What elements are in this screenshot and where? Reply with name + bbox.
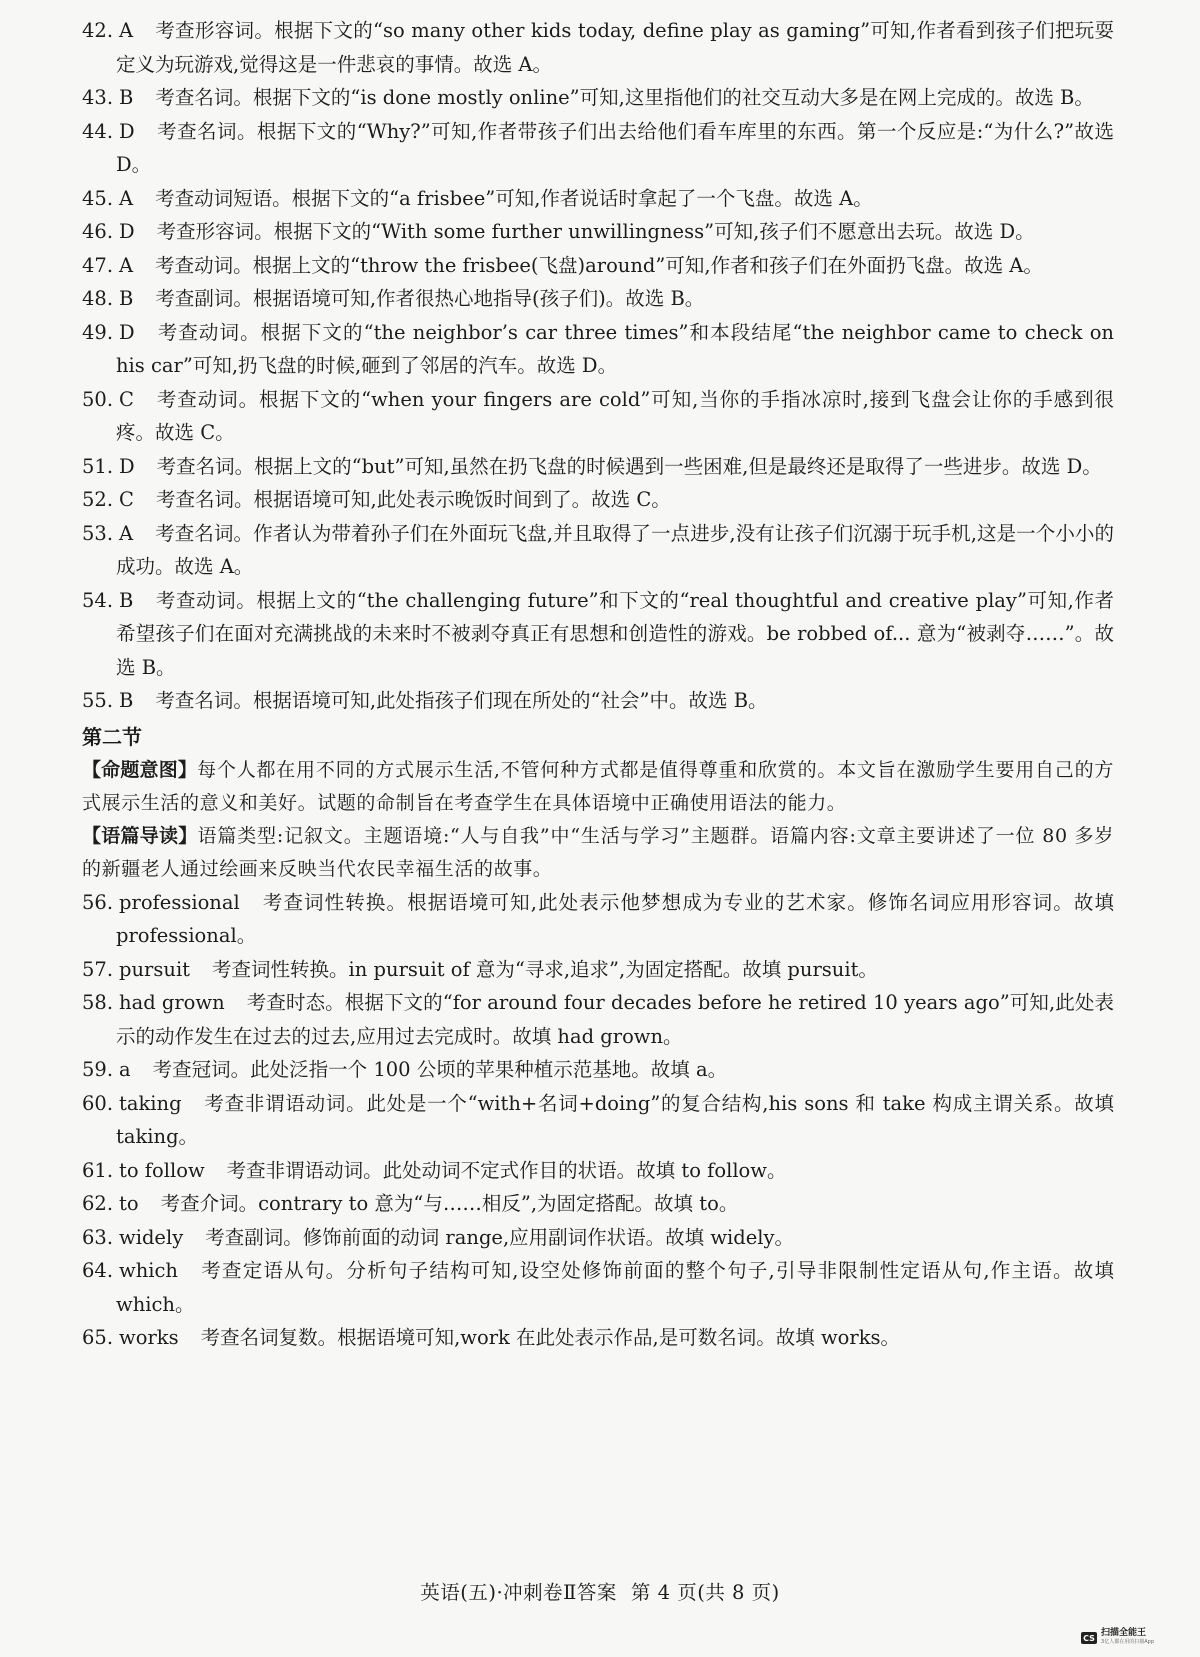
- item-answer: B: [119, 588, 134, 612]
- footer-subject: 英语(五)·冲刺卷Ⅱ答案: [420, 1581, 617, 1604]
- item-explanation: 考查时态。根据下文的“for around four decades before he retired 10 years ago”可知,此处表示的动作发生在过去的过去,应用过去完成时。故填 had grown。: [116, 991, 1114, 1048]
- intent-text: 每个人都在用不同的方式展示生活,不管何种方式都是值得尊重和欣赏的。本文旨在激励学生要用自己的方式展示生活的意义和美好。试题的命制旨在考查学生在具体语境中正确使用语法的能力。: [82, 758, 1114, 814]
- answer-item: [82, 886, 1114, 953]
- answer-item: [82, 517, 1114, 584]
- item-answer: D: [119, 454, 135, 478]
- intent-note: [82, 754, 1114, 820]
- item-number: 49.: [82, 320, 114, 344]
- answer-sheet: [82, 14, 1114, 1355]
- item-explanation: 考查形容词。根据下文的“so many other kids today, define play as gaming”可知,作者看到孩子们把玩耍定义为玩游戏,觉得这是一件悲哀的事情。故选 A。: [116, 19, 1114, 76]
- item-answer: C: [119, 387, 134, 411]
- guide-text: 语篇类型:记叙文。主题语境:“人与自我”中“生活与学习”主题群。语篇内容:文章主要讲述了一位 80 多岁的新疆老人通过绘画来反映当代农民幸福生活的故事。: [82, 824, 1114, 880]
- footer-page-number: 第 4 页(共 8 页): [630, 1581, 780, 1604]
- item-explanation: 考查词性转换。根据语境可知,此处表示他梦想成为专业的艺术家。修饰名词应用形容词。故填 professional。: [116, 890, 1114, 947]
- item-answer: B: [119, 287, 134, 310]
- item-explanation: 考查定语从句。分析句子结构可知,设空处修饰前面的整个句子,引导非限制性定语从句,作主语。故填 which。: [116, 1259, 1114, 1316]
- guide-tag: 【语篇导读】: [82, 824, 198, 847]
- answer-item: [82, 684, 1114, 718]
- answer-item: [82, 450, 1114, 484]
- item-answer: C: [119, 488, 134, 511]
- item-number: 52.: [82, 488, 114, 511]
- item-explanation: 考查动词。根据上文的“throw the frisbee(飞盘)around”可知,作者和孩子们在外面扔飞盘。故选 A。: [155, 253, 1043, 277]
- item-explanation: 考查名词。根据下文的“Why?”可知,作者带孩子们出去给他们看车库里的东西。第一个反应是:“为什么?”故选 D。: [116, 119, 1114, 176]
- item-number: 50.: [82, 387, 114, 411]
- item-explanation: 考查名词。作者认为带着孙子们在外面玩飞盘,并且取得了一点进步,没有让孩子们沉溺于玩手机,这是一个小小的成功。故选 A。: [116, 521, 1114, 578]
- item-explanation: 考查介词。contrary to 意为“与……相反”,为固定搭配。故填 to。: [160, 1192, 739, 1215]
- item-number: 58.: [82, 991, 114, 1014]
- item-explanation: 考查动词短语。根据下文的“a frisbee”可知,作者说话时拿起了一个飞盘。故选 A。: [155, 186, 873, 210]
- answer-item: [82, 182, 1114, 216]
- item-explanation: 考查名词。根据下文的“is done mostly online”可知,这里指他们的社交互动大多是在网上完成的。故选 B。: [155, 86, 1094, 109]
- item-number: 47.: [82, 253, 114, 277]
- answer-item: [82, 1154, 1114, 1188]
- item-number: 60.: [82, 1091, 114, 1115]
- answer-item: [82, 1321, 1114, 1355]
- item-number: 65.: [82, 1326, 114, 1349]
- answer-item: [82, 483, 1114, 517]
- watermark-text: [1101, 1629, 1154, 1647]
- item-answer: A: [119, 186, 134, 210]
- item-answer: A: [119, 19, 134, 42]
- item-answer: pursuit: [119, 957, 191, 981]
- item-number: 51.: [82, 454, 114, 478]
- item-number: 42.: [82, 19, 114, 42]
- item-answer: widely: [119, 1225, 184, 1249]
- answer-item: [82, 1187, 1114, 1221]
- grammar-answer-list: [82, 886, 1114, 1355]
- item-explanation: 考查副词。修饰前面的动词 range,应用副词作状语。故填 widely。: [205, 1225, 795, 1249]
- answer-item: [82, 282, 1114, 316]
- intent-tag: 【命题意图】: [82, 758, 198, 781]
- item-number: 59.: [82, 1058, 114, 1081]
- answer-item: [82, 81, 1114, 115]
- item-number: 61.: [82, 1158, 114, 1182]
- item-answer: D: [119, 320, 135, 344]
- item-answer: D: [119, 119, 135, 143]
- section-title: 第二节: [82, 724, 142, 749]
- item-explanation: 考查冠词。此处泛指一个 100 公顷的苹果种植示范基地。故填 a。: [152, 1058, 728, 1081]
- item-explanation: 考查名词。根据语境可知,此处指孩子们现在所处的“社会”中。故选 B。: [155, 689, 768, 712]
- answer-item: [82, 986, 1114, 1053]
- item-answer: taking: [119, 1091, 182, 1115]
- item-answer: had grown: [119, 991, 225, 1014]
- item-number: 57.: [82, 957, 114, 981]
- item-explanation: 考查名词。根据上文的“but”可知,虽然在扔飞盘的时候遇到一些困难,但是最终还是取得了一些进步。故选 D。: [156, 454, 1102, 478]
- item-answer: A: [119, 521, 134, 545]
- item-number: 64.: [82, 1259, 114, 1282]
- item-answer: a: [119, 1058, 131, 1081]
- item-explanation: 考查动词。根据上文的“the challenging future”和下文的“real thoughtful and creative play”可知,作者希望孩子们在面对充满挑战的未来时不被剥夺真正有思想和创造性的游戏。be robbed of... 意为“被剥夺……”。故选 B。: [116, 588, 1114, 679]
- item-explanation: 考查副词。根据语境可知,作者很热心地指导(孩子们)。故选 B。: [155, 287, 705, 310]
- watermark-subtitle: 3亿人都在用的扫描App: [1101, 1639, 1154, 1645]
- item-number: 56.: [82, 890, 114, 914]
- item-answer: B: [119, 689, 134, 712]
- answer-item: [82, 316, 1114, 383]
- item-explanation: 考查非谓语动词。此处是一个“with+名词+doing”的复合结构,his sons 和 take 构成主谓关系。故填 taking。: [116, 1091, 1114, 1148]
- answer-item: [82, 14, 1114, 81]
- item-number: 44.: [82, 119, 114, 143]
- answer-item: [82, 115, 1114, 182]
- item-explanation: 考查形容词。根据下文的“With some further unwillingness”可知,孩子们不愿意出去玩。故选 D。: [156, 220, 1035, 243]
- item-number: 55.: [82, 689, 114, 712]
- camscanner-logo-icon: CS: [1081, 1632, 1097, 1644]
- answer-item: [82, 1221, 1114, 1255]
- answer-item: [82, 1053, 1114, 1087]
- item-answer: which: [119, 1259, 178, 1282]
- item-number: 48.: [82, 287, 114, 310]
- answer-item: [82, 383, 1114, 450]
- scanner-watermark: [1081, 1629, 1154, 1647]
- page-footer: [0, 1577, 1200, 1605]
- item-answer: to: [119, 1192, 139, 1215]
- item-answer: professional: [119, 890, 240, 914]
- item-explanation: 考查非谓语动词。此处动词不定式作目的状语。故填 to follow。: [226, 1158, 787, 1182]
- item-number: 53.: [82, 521, 114, 545]
- answer-item: [82, 249, 1114, 283]
- item-answer: D: [119, 220, 135, 243]
- item-answer: A: [119, 253, 134, 277]
- item-number: 63.: [82, 1225, 114, 1249]
- item-explanation: 考查动词。根据下文的“when your fingers are cold”可知,当你的手指冰凉时,接到飞盘会让你的手感到很疼。故选 C。: [116, 387, 1114, 444]
- answer-item: [82, 584, 1114, 685]
- answer-item: [82, 953, 1114, 987]
- item-number: 46.: [82, 220, 114, 243]
- item-explanation: 考查词性转换。in pursuit of 意为“寻求,追求”,为固定搭配。故填 pursuit。: [212, 957, 878, 981]
- item-explanation: 考查动词。根据下文的“the neighbor’s car three times”和本段结尾“the neighbor came to check on his car”可知,扔飞盘的时候,砸到了邻居的汽车。故选 D。: [116, 320, 1114, 377]
- answer-item: [82, 1254, 1114, 1321]
- item-explanation: 考查名词。根据语境可知,此处表示晚饭时间到了。故选 C。: [155, 488, 671, 511]
- watermark-title: 扫描全能王: [1101, 1628, 1147, 1638]
- answer-item: [82, 1087, 1114, 1154]
- answer-item: [82, 215, 1114, 249]
- item-number: 62.: [82, 1192, 114, 1215]
- item-answer: B: [119, 86, 134, 109]
- item-number: 54.: [82, 588, 114, 612]
- cloze-answer-list: [82, 14, 1114, 718]
- guide-note: [82, 820, 1114, 886]
- item-answer: works: [119, 1326, 179, 1349]
- item-answer: to follow: [119, 1158, 205, 1182]
- item-number: 45.: [82, 186, 114, 210]
- item-explanation: 考查名词复数。根据语境可知,work 在此处表示作品,是可数名词。故填 works。: [200, 1326, 901, 1349]
- item-number: 43.: [82, 86, 114, 109]
